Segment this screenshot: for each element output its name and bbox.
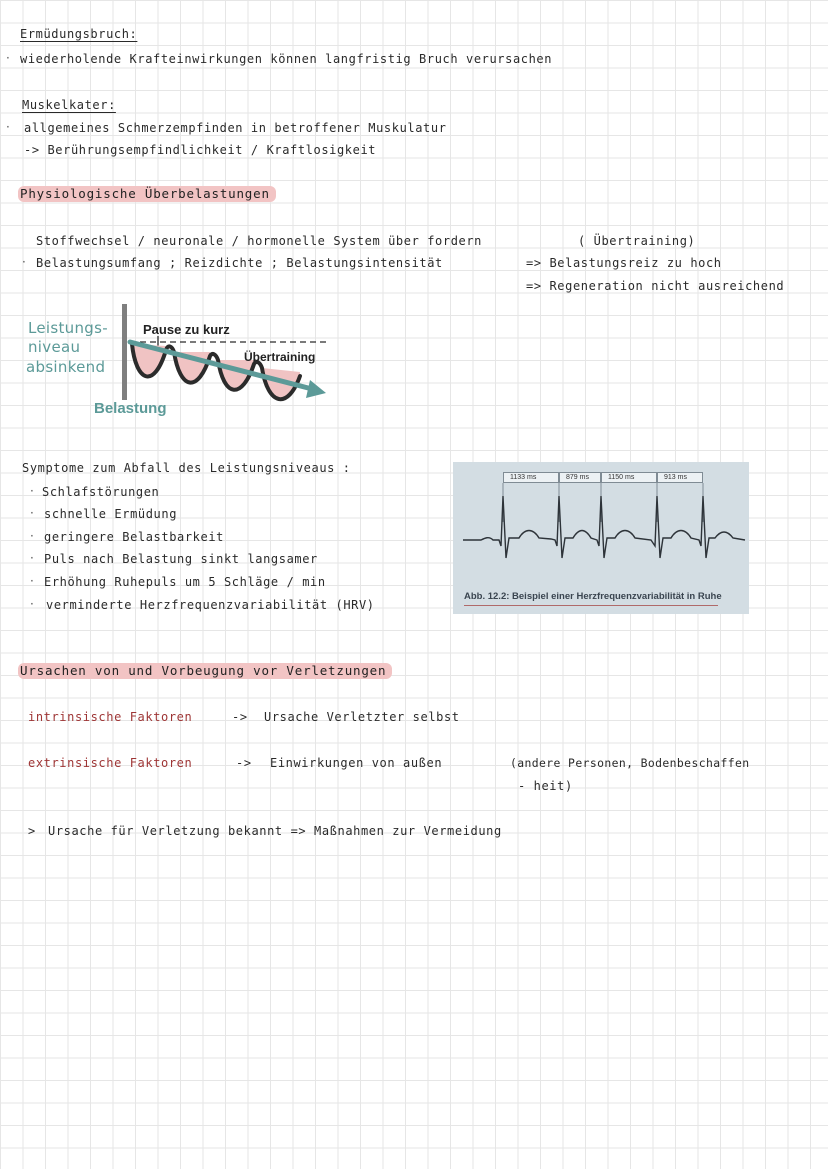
bullet-dot: ·: [30, 529, 34, 543]
bullet-dot: ·: [6, 51, 10, 65]
decline-arrow-head: [306, 380, 326, 398]
symptoms-title: Symptome zum Abfall des Leistungsniveaus :: [22, 461, 351, 475]
intrinsic-label: intrinsische Faktoren: [28, 710, 193, 724]
bullet-dot: ·: [30, 484, 34, 498]
overload-note: ( Übertraining): [578, 234, 696, 248]
ecg-caption: Abb. 12.2: Beispiel einer Herzfrequenzvariabilität in Ruhe: [464, 591, 722, 602]
muskelkater-text: allgemeines Schmerzempfinden in betroffener Muskulatur: [24, 121, 447, 135]
heading-ursachen-vorbeugung: Ursachen von und Vorbeugung vor Verletzungen: [18, 663, 392, 679]
heading-muskelkater: Muskelkater:: [22, 98, 116, 112]
extrinsic-note-1: (andere Personen, Bodenbeschaffen: [510, 756, 750, 770]
diagram-label-leistungs: Leistungs-: [28, 319, 108, 337]
ecg-figure: [453, 462, 749, 614]
overload-arrow-1: => Belastungsreiz zu hoch: [526, 256, 722, 270]
ermuedungsbruch-text: wiederholende Krafteinwirkungen können langfristig Bruch verursachen: [20, 52, 553, 66]
heartbeat-line: [463, 496, 745, 558]
interval-label: 1133 ms: [503, 472, 559, 483]
symptom-item: Erhöhung Ruhepuls um 5 Schläge / min: [44, 575, 326, 589]
bullet-dot: ·: [22, 255, 26, 269]
extrinsic-label: extrinsische Faktoren: [28, 756, 193, 770]
diagram-label-pause: Pause zu kurz: [143, 322, 230, 337]
overload-line-2: Belastungsumfang ; Reizdichte ; Belastungsintensität: [36, 256, 443, 270]
diagram-label-niveau: niveau: [28, 338, 81, 356]
heading-ermuedungsbruch: Ermüdungsbruch:: [20, 27, 138, 41]
heading-physiologische-ueberbelastungen: Physiologische Überbelastungen: [18, 186, 276, 202]
caption-rule: [464, 605, 718, 606]
symptom-item: geringere Belastbarkeit: [44, 530, 224, 544]
symptom-item: Schlafstörungen: [42, 485, 160, 499]
interval-label: 1150 ms: [601, 472, 657, 483]
interval-label: 913 ms: [657, 472, 703, 483]
bullet-dot: ·: [30, 551, 34, 565]
symptom-item: verminderte Herzfrequenzvariabilität (HRV): [46, 598, 375, 612]
axis-bar: [122, 304, 127, 400]
extrinsic-text: Einwirkungen von außen: [270, 756, 443, 770]
diagram-label-uebertraining: Übertraining: [244, 350, 316, 364]
bullet-dot: ·: [30, 506, 34, 520]
overload-line-1: Stoffwechsel / neuronale / hormonelle System über fordern: [36, 234, 483, 248]
bullet-dot: ·: [6, 120, 10, 134]
bullet-dot: ·: [30, 574, 34, 588]
extrinsic-note-2: - heit): [518, 779, 573, 793]
conclusion-text: Ursache für Verletzung bekannt => Maßnahmen zur Vermeidung: [48, 824, 502, 838]
bullet-dot: ·: [30, 597, 34, 611]
diagram-label-belastung: Belastung: [94, 400, 167, 417]
extrinsic-arrow: ->: [236, 756, 252, 770]
symptom-item: Puls nach Belastung sinkt langsamer: [44, 552, 318, 566]
muskelkater-arrow-line: -> Berührungsempfindlichkeit / Kraftlosigkeit: [24, 143, 377, 157]
intrinsic-text: Ursache Verletzter selbst: [264, 710, 460, 724]
overload-arrow-2: => Regeneration nicht ausreichend: [526, 279, 785, 293]
intrinsic-arrow: ->: [232, 710, 248, 724]
interval-label: 879 ms: [559, 472, 601, 483]
symptom-item: schnelle Ermüdung: [44, 507, 178, 521]
diagram-label-absinkend: absinkend: [26, 358, 106, 376]
conclusion-marker: >: [28, 824, 36, 838]
